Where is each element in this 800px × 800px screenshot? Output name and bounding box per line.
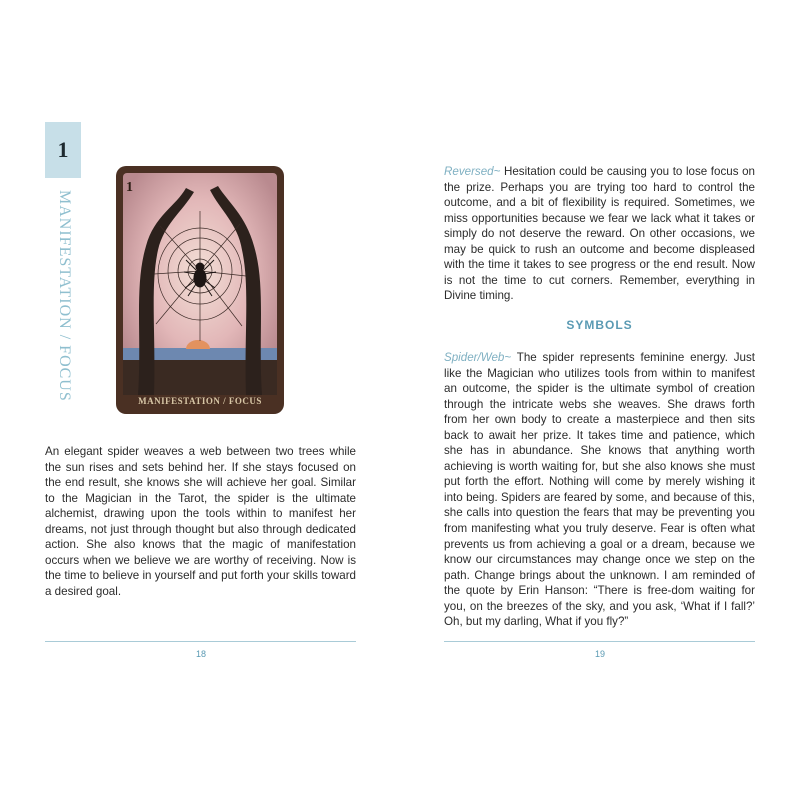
symbols-heading: SYMBOLS	[566, 318, 633, 332]
reversed-text: Hesitation could be causing you to lose focus on the prize. Perhaps you are trying too hard to control the outcome, and a bit of flexibility is required. Sometimes, we miss opportunities because we fear we lack what it takes or simply do not deserve the reward. On other occasions, we may be quick to rush an outcome and become displeased with the time it takes to see progress or the end result. Now is not the time to cut corners. Remember, everything in Divine timing.	[444, 165, 755, 303]
footer-rule	[45, 641, 356, 642]
reversed-label: Reversed~	[444, 165, 501, 178]
spider-web-text: The spider represents feminine energy. Just like the Magician who utilizes tools from within to manifest an outcome, the spider is the ultimate symbol of creation through the intricate webs she weaves. She draws forth from her own body to create a masterpiece and then sits back to await her prize. It takes time and patience, which she has in abundance. She knows that anything worth achieving is worth waiting for, but she also knows she must put forth the effort. Nothing will come by merely wishing it into being. Spiders are feared by some, and because of this, she calls into question the fears that may be preventing you from manifesting what you truly deserve. Fear is often what prevents us from achieving a goal or a dream, because we know our circumstances may change once we step on the path. Change brings about the unknown. I am reminded of the quote by Erin Hanson: “There is free-dom waiting for you, on the breezes of the sky, and you ask, ‘What if I fall?’ Oh, but my darling, What if you fly?”	[444, 351, 755, 629]
oracle-card-illustration	[116, 166, 284, 414]
right-page	[400, 0, 800, 800]
page-number: 18	[195, 649, 206, 659]
chapter-tab	[45, 122, 81, 178]
page-number: 19	[594, 649, 605, 659]
card-description: An elegant spider weaves a web between two trees while the sun rises and sets behind her. If she stays focused on the end result, she knows she will achieve her goal. Similar to the Magician in the Tarot, the spider is the ultimate alchemist, drawing upon the tools within to manifest her dreams, not just through thought but also through dedicated action. She also knows that the magic of manifestation occurs when we believe we are worthy of receiving. Now is the time to believe in yourself and put forth your skills toward a desired goal.	[45, 445, 356, 598]
spider-web-symbol	[444, 350, 755, 630]
chapter-vertical-title: MANIFESTATION / FOCUS	[56, 190, 73, 402]
spider-web-illustration	[116, 166, 284, 414]
reversed-meaning	[444, 164, 755, 304]
footer-rule	[444, 641, 755, 642]
chapter-number: 1	[57, 137, 69, 162]
card-number: 1	[126, 180, 133, 195]
card-caption: MANIFESTATION / FOCUS	[138, 396, 262, 406]
spider-web-label: Spider/Web~	[444, 351, 512, 364]
